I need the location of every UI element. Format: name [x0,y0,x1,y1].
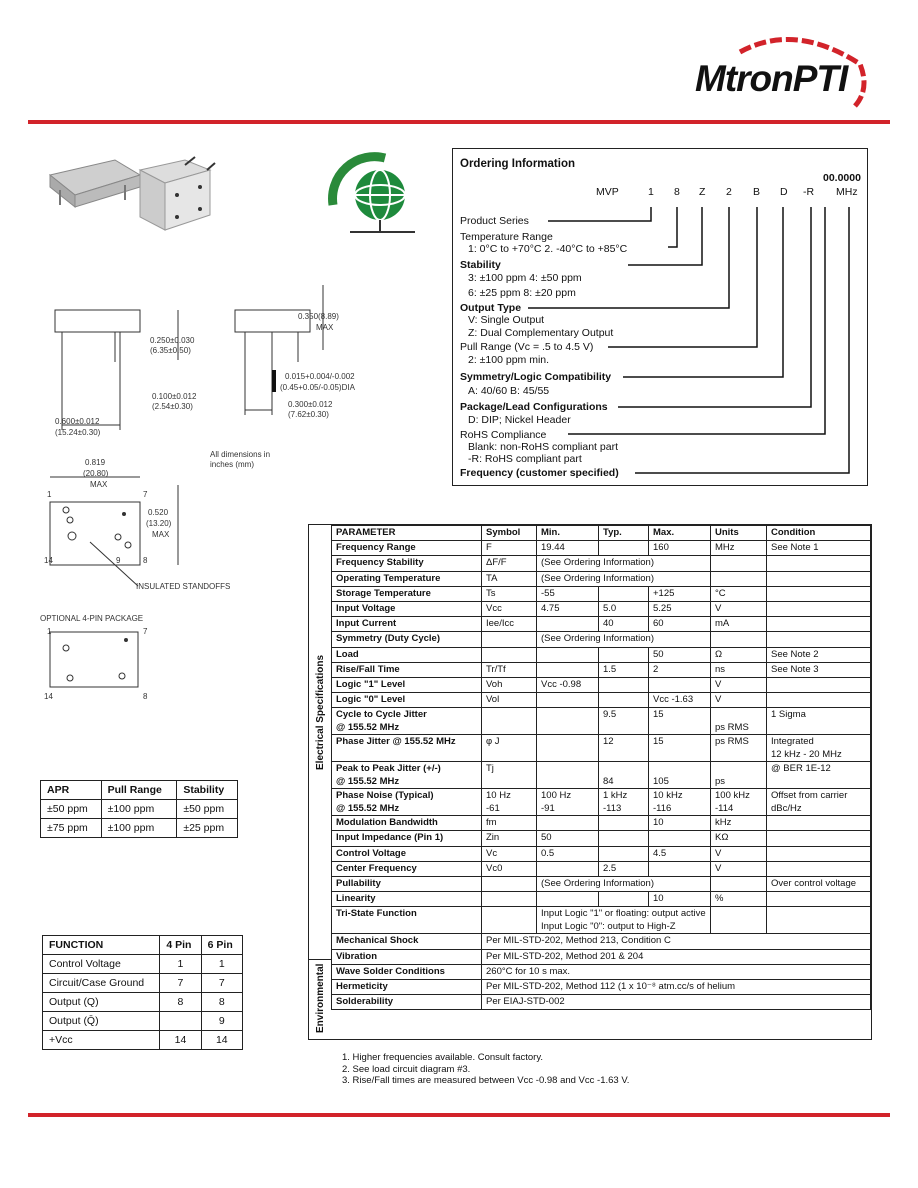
spec-cell: Ω [711,647,767,662]
spec-cell [537,708,599,735]
dim-length: 0.819 [85,458,106,467]
spec-cell [767,846,871,861]
spec-cell: -55 [537,586,599,601]
dim-lead-span: 0.600±0.012 [55,417,100,426]
spec-cell [649,677,711,692]
spec-cell: ΔF/F [482,556,537,571]
spec-cell: Tj [482,762,537,789]
spec-cell: 5.0 [599,601,649,616]
dim-pin-spacing: 0.100±0.012 [152,392,197,401]
spec-cell: Offset from carrier dBc/Hz [767,789,871,816]
spec-cell: 40 [599,617,649,632]
spec-row [332,831,871,846]
spec-parameter: Pullability [332,877,482,892]
spec-cell: Vcc -0.98 [537,677,599,692]
code-series: MVP [596,186,619,198]
env-row [332,949,871,964]
footnotes: 1. Higher frequencies available. Consult factory. 2. See load circuit diagram #3. 3. Rise/Fall times are measured between Vcc -0.98 and Vcc -1.63 V. [342,1052,630,1086]
spec-cell: Tr/Tf [482,662,537,677]
spec-cell: KΩ [711,831,767,846]
table-row: Circuit/Case Ground 7 7 [43,974,243,993]
spec-cell: Input Logic "1" or floating: output active Input Logic "0": output to High-Z [537,907,711,934]
spec-cell [482,877,537,892]
freq-code: 00.0000 [823,172,861,184]
dim-row-spacing-mm: (7.62±0.30) [288,410,329,419]
spec-parameter: Center Frequency [332,861,482,876]
spec-cell: 9.5 [599,708,649,735]
spec-cell: kHz [711,816,767,831]
spec-row [332,647,871,662]
dim-width-max: MAX [152,530,170,539]
spec-cell: Over control voltage [767,877,871,892]
spec-cell: @ BER 1E-12 [767,762,871,789]
label-stability: Stability [460,259,501,271]
spec-cell [767,601,871,616]
spec-cell: 1 kHz -113 [599,789,649,816]
spec-row [332,662,871,677]
spec-cell: 100 kHz -114 [711,789,767,816]
standoffs-label: INSULATED STANDOFFS [136,582,231,591]
footer-divider [28,1113,890,1117]
label-product-series: Product Series [460,215,529,227]
spec-cell: See Note 1 [767,541,871,556]
spec-row [332,586,871,601]
spec-cell: % [711,892,767,907]
spec-cell: V [711,861,767,876]
env-row [332,995,871,1010]
spec-parameter: Frequency Range [332,541,482,556]
spec-cell [599,541,649,556]
spec-cell: 4.5 [649,846,711,861]
spec-cell: 15 [649,708,711,735]
spec-cell: 50 [537,831,599,846]
spec-cell [767,586,871,601]
spec-parameter: Input Impedance (Pin 1) [332,831,482,846]
env-row [332,979,871,994]
env-value: Per MIL-STD-202, Method 112 (1 x 10⁻⁸ atm.cc/s of helium [482,979,871,994]
spec-cell [599,677,649,692]
spec-cell [482,632,537,647]
spec-cell [537,762,599,789]
ordering-information-box: Ordering Information 00.0000 MVP 1 8 Z 2 B D -R MHz Product Series Temperature Range 1: 0°C to +70°C 2. -40°C to +85°C Stability 3: ±100 ppm 4: ±50 ppm 6: ±25 ppm 8: ±20 ppm Output Type V: Single Output Z: Dual Complementary Output Pull Range (Vc = .5 to 4.5 V) 2: ±100 ppm min. Symmetry/Logic Compatibility A: 40/60 B: 45/55 Package/Lead Configurations D: DIP; Nickel Header RoHS Compliance Blank: non-RoHS compliant part -R: RoHS compliant part Frequency (customer specified) [452,148,868,486]
spec-parameter: Logic "1" Level [332,677,482,692]
spec-row [332,693,871,708]
spec-cell: ps RMS [711,735,767,762]
spec-row [332,877,871,892]
env-row [332,934,871,949]
spec-cell: V [711,677,767,692]
spec-cell: 12 [599,735,649,762]
table-row: Output (Q̄) 9 [43,1012,243,1031]
environmental-section-label: Environmental [315,963,326,1033]
dim-pin-spacing-mm: (2.54±0.30) [152,402,193,411]
spec-parameter: Input Current [332,617,482,632]
spec-row [332,735,871,762]
dim-length-max: MAX [90,480,108,489]
table-row: ±50 ppm ±100 ppm ±50 ppm [41,800,238,819]
spec-parameter: Tri-State Function [332,907,482,934]
spec-row [332,556,871,571]
spec-cell: Vc [482,846,537,861]
spec-cell: 0.5 [537,846,599,861]
pin-function-table: FUNCTION 4 Pin 6 Pin Control Voltage 1 1 Circuit/Case Ground 7 7 Output (Q) 8 8 Output (Q̄) 9 +Vcc 14 14 [42,935,243,1050]
spec-cell [599,892,649,907]
env-parameter: Wave Solder Conditions [332,964,482,979]
spec-parameter: Frequency Stability [332,556,482,571]
label-pull-range: Pull Range (Vc = .5 to 4.5 V) [460,341,594,353]
spec-row [332,632,871,647]
env-parameter: Vibration [332,949,482,964]
env-value: Per EIAJ-STD-002 [482,995,871,1010]
spec-cell: ps [711,762,767,789]
spec-cell: fm [482,816,537,831]
spec-cell [711,877,767,892]
spec-cell [767,831,871,846]
company-logo: MtronPTI [695,58,848,99]
spec-row [332,861,871,876]
dim-width: 0.520 [148,508,169,517]
spec-parameter: Peak to Peak Jitter (+/-) @ 155.52 MHz [332,762,482,789]
spec-cell: Voh [482,677,537,692]
table-row: Output (Q) 8 8 [43,993,243,1012]
product-photo [45,155,225,235]
spec-parameter: Storage Temperature [332,586,482,601]
spec-cell [767,556,871,571]
env-parameter: Solderability [332,995,482,1010]
spec-cell: 105 [649,762,711,789]
dim-row-spacing: 0.300±0.012 [288,400,333,409]
label-temperature-range: Temperature Range [460,231,553,243]
spec-row [332,907,871,934]
spec-cell [482,907,537,934]
spec-cell: Vc0 [482,861,537,876]
spec-cell: +125 [649,586,711,601]
spec-parameter: Cycle to Cycle Jitter @ 155.52 MHz [332,708,482,735]
dim-width-mm: (13.20) [146,519,172,528]
spec-cell: 15 [649,735,711,762]
spec-cell [767,816,871,831]
env-parameter: Mechanical Shock [332,934,482,949]
spec-cell [649,861,711,876]
label-frequency: Frequency (customer specified) [460,467,619,479]
label-rohs: RoHS Compliance [460,429,547,441]
dim-max-label: MAX [316,323,334,332]
table-row: Control Voltage 1 1 [43,955,243,974]
spec-cell [767,571,871,586]
spec-cell [767,632,871,647]
spec-parameter: Phase Jitter @ 155.52 MHz [332,735,482,762]
spec-row [332,601,871,616]
spec-cell [599,831,649,846]
table-row: ±75 ppm ±100 ppm ±25 ppm [41,819,238,838]
mechanical-drawing: 0.250±0.030 (6.35±0.50) 0.350(8.89) MAX 0.100±0.012 (2.54±0.30) 0.015+0.004/-0.002 (0.45+0.05/-0.05)DIA 0.300±0.012 (7.62±0.30) 0.600±0.012 (15.24±0.30) 0.819 (20.80) MAX 0.520 (13.20) MAX All dimensions in inches (mm) INSULATED STANDOFFS OPTIONAL 4-PIN PACKAGE 1 7 14 9 8 1 7 14 8 [40,312,355,701]
dim-max-height: 0.350(8.89) [298,312,339,321]
spec-cell: Zin [482,831,537,846]
spec-row [332,708,871,735]
spec-cell: ns [711,662,767,677]
spec-cell [711,632,767,647]
spec-cell: 50 [649,647,711,662]
spec-cell [537,892,599,907]
spec-row [332,571,871,586]
dim-lead-span-mm: (15.24±0.30) [55,428,101,437]
spec-cell: ps RMS [711,708,767,735]
spec-cell [537,735,599,762]
spec-cell: 2.5 [599,861,649,876]
spec-row [332,617,871,632]
label-symmetry: Symmetry/Logic Compatibility [460,371,612,383]
spec-cell [767,861,871,876]
spec-row [332,677,871,692]
header-divider [28,120,890,124]
spec-row [332,789,871,816]
spec-cell [767,617,871,632]
spec-cell: Ts [482,586,537,601]
spec-cell [482,892,537,907]
spec-cell: Vcc [482,601,537,616]
spec-cell [767,693,871,708]
spec-cell: TA [482,571,537,586]
spec-cell [482,708,537,735]
spec-cell: 60 [649,617,711,632]
env-value: 260°C for 10 s max. [482,964,871,979]
spec-cell [537,816,599,831]
spec-parameter: Input Voltage [332,601,482,616]
dim-length-mm: (20.80) [83,469,109,478]
spec-parameter: Symmetry (Duty Cycle) [332,632,482,647]
spec-cell [599,693,649,708]
label-output-type: Output Type [460,302,522,314]
apr-table: APR Pull Range Stability ±50 ppm ±100 ppm ±50 ppm ±75 ppm ±100 ppm ±25 ppm [40,780,238,838]
spec-cell: 10 kHz -116 [649,789,711,816]
spec-cell [599,846,649,861]
spec-cell: 10 [649,892,711,907]
spec-cell [482,647,537,662]
spec-cell: See Note 3 [767,662,871,677]
spec-parameter: Rise/Fall Time [332,662,482,677]
spec-cell [537,861,599,876]
spec-cell: 1.5 [599,662,649,677]
spec-cell [767,677,871,692]
env-parameter: Hermeticity [332,979,482,994]
spec-cell: MHz [711,541,767,556]
spec-cell: Integrated 12 kHz - 20 MHz [767,735,871,762]
spec-cell: 2 [649,662,711,677]
dim-height-mm: (6.35±0.50) [150,346,191,355]
spec-cell: V [711,693,767,708]
dim-pin-dia-mm: (0.45+0.05/-0.05)DIA [280,383,355,392]
spec-cell [537,693,599,708]
rohs-globe-icon [325,150,425,240]
spec-parameter: Modulation Bandwidth [332,816,482,831]
spec-row [332,846,871,861]
env-row [332,964,871,979]
spec-cell: V [711,601,767,616]
spec-cell [767,892,871,907]
spec-cell: Vol [482,693,537,708]
spec-cell: 10 Hz -61 [482,789,537,816]
spec-cell: F [482,541,537,556]
spec-row [332,541,871,556]
spec-cell [649,831,711,846]
spec-row [332,816,871,831]
ordering-title: Ordering Information [460,158,575,170]
spec-cell [537,617,599,632]
spec-parameter: Control Voltage [332,846,482,861]
spec-cell: 19.44 [537,541,599,556]
dim-pin-dia: 0.015+0.004/-0.002 [285,372,355,381]
spec-cell: 4.75 [537,601,599,616]
all-dims-note: All dimensions in inches (mm) [210,450,271,469]
electrical-spec-table: Electrical Specifications Environmental PARAMETER Symbol Min. Typ. Max. Units Condition Frequency Range F 19.44 160 MHz See Note 1 Frequency Stability ΔF/F (See Ordering Information) Operating Temperature TA (See Ordering Information) Storage Temperature Ts -55 +125 °C Input Voltage Vcc 4.75 5.0 5.25 V Input Current Iee/Icc 40 60 mA Symmetry (Duty Cycle) (See Ordering Information) Load 50 Ω See Note 2 Rise/Fall Time Tr/Tf 1.5 2 ns See Note 3 Logic "1" Level Voh Vcc -0.98 V Logic "0" Level Vol Vcc -1.63 V Cycle to Cycle Jitter @ 155.52 MHz 9.5 15 ps RMS 1 Sigma Phase Jitter @ 155.52 MHz φ J 12 15 ps RMS Integrated 12 kHz - 20 MHz Peak to Peak Jitter (+/-) @ 155.52 MHz Tj 84 105 ps @ BER 1E-12 Phase Noise (Typical) @ 155.52 MHz 10 Hz -61 100 Hz -91 1 kHz -113 10 kHz -116 100 kHz -114 Offset from carrier dBc/Hz Modulation Bandwidth fm 10 kHz Input Impedance (Pin 1) Zin 50 KΩ Control Voltage Vc 0.5 4.5 V Center Frequency Vc0 2.5 V Pullability (See Ordering Information) Over control voltage Linearity 10 % Tri-State Function Input Logic "1" or floating: output active Input Logic "0": output to High-Z Mechanical Shock Per MIL-STD-202, Method 213, Condition C Vibration Per MIL-STD-202, Method 201 & 204 Wave Solder Conditions 260°C for 10 s max. Hermeticity Per MIL-STD-202, Method 112 (1 x 10⁻⁸ atm.cc/s of helium Solderability Per EIAJ-STD-002 [308,524,872,1040]
spec-cell [537,647,599,662]
spec-cell: (See Ordering Information) [537,571,711,586]
spec-cell: 100 Hz -91 [537,789,599,816]
spec-cell [599,647,649,662]
spec-cell: 10 [649,816,711,831]
spec-cell [711,556,767,571]
spec-cell [767,907,871,934]
spec-parameter: Phase Noise (Typical) @ 155.52 MHz [332,789,482,816]
spec-parameter: Load [332,647,482,662]
env-value: Per MIL-STD-202, Method 213, Condition C [482,934,871,949]
spec-cell: 84 [599,762,649,789]
spec-cell: φ J [482,735,537,762]
spec-parameter: Logic "0" Level [332,693,482,708]
spec-cell [711,907,767,934]
table-row: +Vcc 14 14 [43,1031,243,1050]
spec-cell: Vcc -1.63 [649,693,711,708]
spec-cell: 5.25 [649,601,711,616]
spec-cell: 1 Sigma [767,708,871,735]
spec-row [332,762,871,789]
spec-cell: See Note 2 [767,647,871,662]
spec-cell [537,662,599,677]
spec-cell: (See Ordering Information) [537,556,711,571]
dim-height: 0.250±0.030 [150,336,195,345]
spec-cell: mA [711,617,767,632]
spec-cell: (See Ordering Information) [537,877,711,892]
spec-cell [599,586,649,601]
spec-cell: V [711,846,767,861]
spec-cell [711,571,767,586]
label-package: Package/Lead Configurations [460,401,608,413]
spec-cell: (See Ordering Information) [537,632,711,647]
spec-cell: °C [711,586,767,601]
env-value: Per MIL-STD-202, Method 201 & 204 [482,949,871,964]
spec-cell: 160 [649,541,711,556]
spec-parameter: Operating Temperature [332,571,482,586]
spec-cell: Iee/Icc [482,617,537,632]
optional-package-label: OPTIONAL 4-PIN PACKAGE [40,614,144,623]
spec-parameter: Linearity [332,892,482,907]
spec-row [332,892,871,907]
electrical-section-label: Electrical Specifications [315,654,326,770]
spec-cell [599,816,649,831]
